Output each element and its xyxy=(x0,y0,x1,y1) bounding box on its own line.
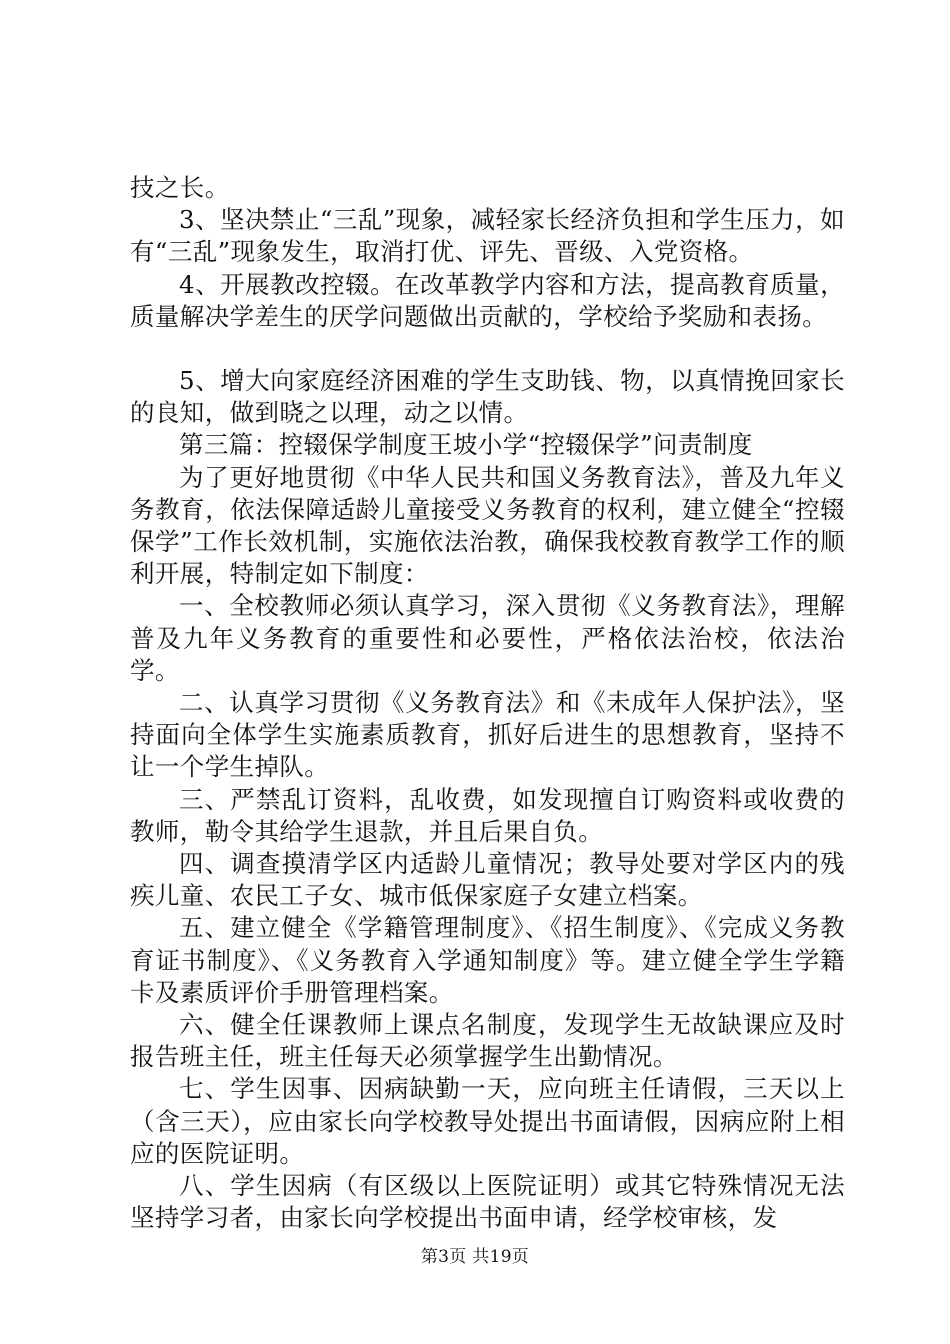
paragraph-intro: 为了更好地贯彻《中华人民共和国义务教育法》，普及九年义务教育，依法保障适龄儿童接受义务教育的权利，建立健全“控辍保学”工作长效机制，实施依法治教，确保我校教育教学工作的顺利开展，特制定如下制度： xyxy=(130,462,845,589)
paragraph-item-4: 4、开展教改控辍。在改革教学内容和方法，提高教育质量，质量解决学差生的厌学问题做出贡献的，学校给予奖励和表扬。 xyxy=(130,269,845,331)
section-heading: 第三篇：控辍保学制度王坡小学“控辍保学”问责制度 xyxy=(179,430,753,460)
rule-item-3: 三、严禁乱订资料，乱收费，如发现擅自订购资料或收费的教师，勒令其给学生退款，并且后果自负。 xyxy=(130,784,845,846)
rule-item-1: 一、全校教师必须认真学习，深入贯彻《义务教育法》，理解普及九年义务教育的重要性和必要性，严格依法治校，依法治学。 xyxy=(130,591,845,685)
rule-item-7: 七、学生因事、因病缺勤一天，应向班主任请假，三天以上（含三天），应由家长向学校教导处提出书面请假，因病应附上相应的医院证明。 xyxy=(130,1074,845,1168)
paragraph-item-5: 5、增大向家庭经济困难的学生支助钱、物，以真情挽回家长的良知，做到晓之以理，动之以情。 xyxy=(130,366,845,428)
rule-item-4: 四、调查摸清学区内适龄儿童情况；教导处要对学区内的残疾儿童、农民工子女、城市低保家庭子女建立档案。 xyxy=(130,849,845,911)
rule-item-5: 五、建立健全《学籍管理制度》、《招生制度》、《完成义务教育证书制度》、《义务教育入学通知制度》等。建立健全学生学籍卡及素质评价手册管理档案。 xyxy=(130,913,845,1007)
paragraph-continuation: 技之长。 xyxy=(130,173,230,202)
paragraph-gap xyxy=(130,333,845,365)
rule-item-2: 二、认真学习贯彻《义务教育法》和《未成年人保护法》，坚持面向全体学生实施素质教育，抓好后进生的思想教育，坚持不让一个学生掉队。 xyxy=(130,688,845,782)
page-number-footer: 第3页 共19页 xyxy=(420,1247,530,1267)
document-body xyxy=(130,172,845,1235)
paragraph-item-3: 3、坚决禁止“三乱”现象，减轻家长经济负担和学生压力，如有“三乱”现象发生，取消打优、评先、晋级、入党资格。 xyxy=(130,205,845,267)
rule-item-6: 六、健全任课教师上课点名制度，发现学生无故缺课应及时报告班主任，班主任每天必须掌握学生出勤情况。 xyxy=(130,1010,845,1072)
rule-item-8: 八、学生因病（有区级以上医院证明）或其它特殊情况无法坚持学习者，由家长向学校提出书面申请，经学校审核，发 xyxy=(130,1171,845,1233)
